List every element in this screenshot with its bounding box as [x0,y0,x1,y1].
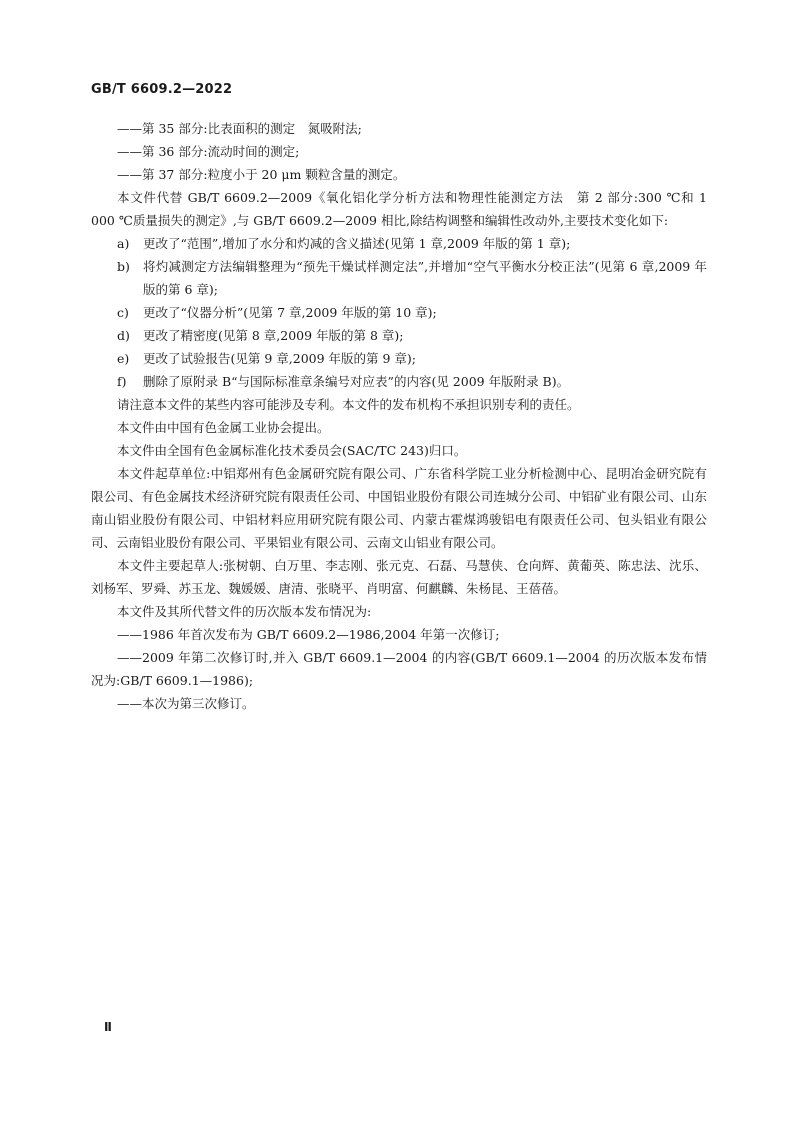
change-item [91,255,707,301]
change-text: 将灼减测定方法编辑整理为“预先干燥试样测定法”,并增加“空气平衡水分校正法”(见第 6 章,2009 年版的第 6 章); [143,259,707,297]
change-item [91,370,707,393]
part-item: ——第 36 部分:流动时间的测定; [117,144,300,159]
change-marker: e) [117,351,130,366]
history-item: ——本次为第三次修订。 [117,696,255,711]
page-number: Ⅱ [104,1020,112,1034]
drafters: 本文件主要起草人:张树朝、白万里、李志刚、张元克、石磊、马慧侠、仓向辉、黄葡英、陈忠法、沈乐、刘杨军、罗舜、苏玉龙、魏媛媛、唐清、张晓平、肖明富、何麒麟、朱杨昆、王蓓蓓。 [91,558,707,596]
part-item: ——第 35 部分:比表面积的测定 氮吸附法; [117,121,362,136]
change-marker: f) [117,374,127,389]
history-intro: 本文件及其所代替文件的历次版本发布情况为: [117,604,372,619]
change-text: 更改了试验报告(见第 9 章,2009 年版的第 9 章); [143,351,417,366]
change-item [91,324,707,347]
change-item [91,301,707,324]
standard-number-header: GB/T 6609.2—2022 [91,82,233,97]
patent-note: 请注意本文件的某些内容可能涉及专利。本文件的发布机构不承担识别专利的责任。 [117,397,580,412]
change-text: 更改了“仪器分析”(见第 7 章,2009 年版的第 10 章); [143,305,437,320]
drafting-units: 本文件起草单位:中铝郑州有色金属研究院有限公司、广东省科学院工业分析检测中心、昆明冶金研究院有限公司、有色金属技术经济研究院有限责任公司、中国铝业股份有限公司连城分公司、中铝矿业有限公司、山东南山铝业股份有限公司、中铝材料应用研究院有限公司、内蒙古霍煤鸿骏铝电有限责任公司、包头铝业有限公司、云南铝业股份有限公司、平果铝业有限公司、云南文山铝业有限公司。 [91,466,707,550]
change-marker: c) [117,305,129,320]
proposed-by: 本文件由中国有色金属工业协会提出。 [117,420,330,435]
managed-by: 本文件由全国有色金属标准化技术委员会(SAC/TC 243)归口。 [117,443,467,458]
change-item [91,232,707,255]
replace-paragraph: 本文件代替 GB/T 6609.2—2009《氧化铝化学分析方法和物理性能测定方法 第 2 部分:300 ℃和 1 000 ℃质量损失的测定》,与 GB/T 6609.2—2009 相比,除结构调整和编辑性改动外,主要技术变化如下: [91,190,707,228]
document-body [91,117,707,715]
change-item [91,347,707,370]
change-text: 删除了原附录 B“与国际标准章条编号对应表”的内容(见 2009 年版附录 B)。 [143,374,570,389]
history-item: ——1986 年首次发布为 GB/T 6609.2—1986,2004 年第一次修订; [117,627,500,642]
change-text: 更改了精密度(见第 8 章,2009 年版的第 8 章); [143,328,404,343]
change-marker: a) [117,236,130,251]
change-marker: b) [117,259,130,274]
change-marker: d) [117,328,130,343]
part-item: ——第 37 部分:粒度小于 20 μm 颗粒含量的测定。 [117,167,406,182]
history-item: ——2009 年第二次修订时,并入 GB/T 6609.1—2004 的内容(GB/T 6609.1—2004 的历次版本发布情况为:GB/T 6609.1—1986); [91,650,707,688]
change-text: 更改了“范围”,增加了水分和灼减的含义描述(见第 1 章,2009 年版的第 1 章); [143,236,571,251]
